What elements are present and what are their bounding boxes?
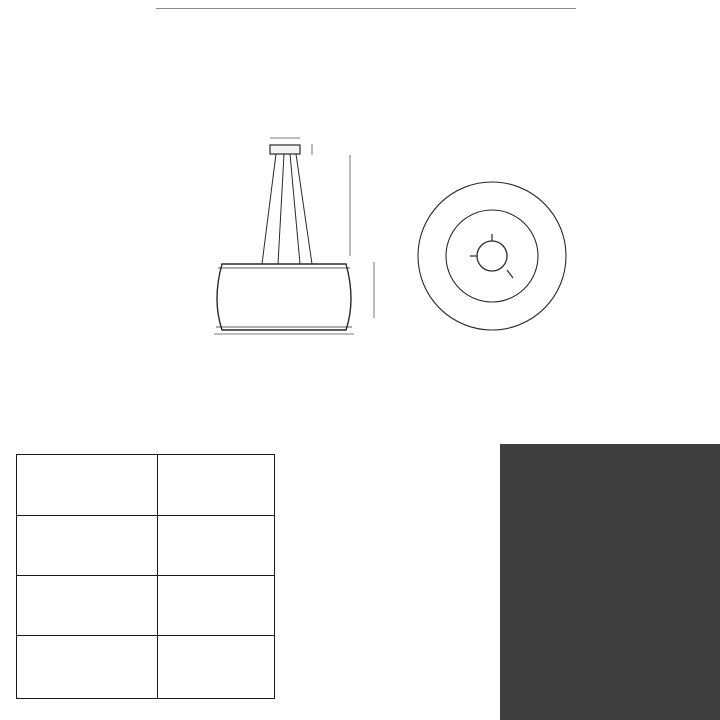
spec-value [158,516,275,576]
spec-value [158,455,275,516]
spec-label [17,516,158,576]
spec-row-wattage [17,516,275,576]
spec-row-lumens [17,576,275,636]
spec-label [17,576,158,636]
felt-texture [500,444,720,720]
side-view-drawing [216,145,352,330]
spec-row-light-source [17,455,275,516]
spec-label [17,455,158,516]
dimension-lines [214,138,374,334]
specs-table [16,454,275,699]
spec-value [158,576,275,636]
top-view-drawing [418,182,566,330]
spec-value-cell [158,636,275,699]
finish-swatch [500,444,720,720]
spec-label [17,636,158,699]
spec-row-dimming [17,636,275,699]
